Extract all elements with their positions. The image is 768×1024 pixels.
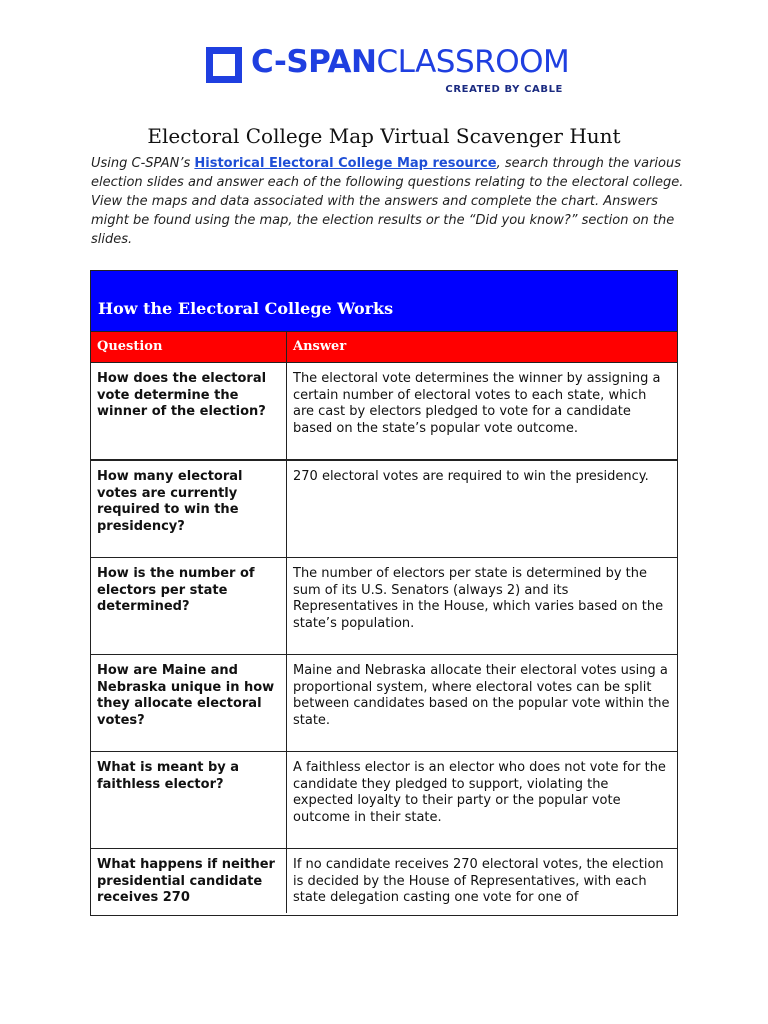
question-cell: How does the electoral vote determine the winner of the election? [91, 363, 287, 459]
answer-cell: Maine and Nebraska allocate their electoral votes using a proportional system, where electoral votes can be split between candidates based on the popular vote within the state. [293, 663, 670, 728]
logo-word-light: CLASSROOM [376, 44, 570, 80]
column-header-question: Question [91, 332, 287, 362]
intro-text-before: Using C-SPAN’s [91, 156, 195, 171]
logo-word-bold: C-SPAN [251, 44, 377, 80]
logo-tagline: CREATED BY CABLE [445, 84, 563, 95]
table-heading: How the Electoral College Works [91, 271, 677, 332]
question-cell: How are Maine and Nebraska unique in how they allocate electoral votes? [91, 655, 287, 751]
question-cell: What happens if neither presidential candidate receives 270 [91, 849, 287, 913]
electoral-map-resource-link[interactable]: Historical Electoral College Map resource [194, 156, 497, 171]
cspan-classroom-logo [206, 44, 570, 100]
answer-cell: A faithless elector is an elector who does not vote for the candidate they pledged to support, violating the expected loyalty to their party or the popular vote outcome in their state. [293, 760, 666, 825]
table-row [91, 461, 677, 558]
intro-text-after: , search through the various election slides and answer each of the following questions relating to the electoral college. View the maps and data associated with the answers and complete the chart. Answers might be found using the map, the election results or the “Did you know?” section on the slides. [91, 156, 684, 247]
answer-cell: The number of electors per state is determined by the sum of its U.S. Senators (always 2) and its Representatives in the House, which varies based on the state’s population. [293, 566, 664, 631]
answer-cell: The electoral vote determines the winner by assigning a certain number of electoral votes to each state, which are cast by electors pledged to vote for a candidate based on the state’s popular vote outcome. [293, 371, 661, 436]
cspan-square-icon [206, 47, 242, 83]
table-column-headers [91, 332, 677, 363]
question-cell: What is meant by a faithless elector? [91, 752, 287, 848]
table-row [91, 655, 677, 752]
logo-wordmark [251, 42, 569, 82]
page-title: Electoral College Map Virtual Scavenger Hunt [147, 124, 621, 148]
answer-cell: If no candidate receives 270 electoral votes, the election is decided by the House of Representatives, with each state delegation casting one vote for one of [293, 857, 664, 905]
electoral-college-table [90, 270, 678, 916]
question-cell: How many electoral votes are currently required to win the presidency? [91, 461, 287, 557]
table-row [91, 363, 677, 461]
table-row [91, 849, 677, 913]
table-row [91, 752, 677, 849]
column-header-answer: Answer [293, 339, 347, 354]
answer-cell: 270 electoral votes are required to win the presidency. [293, 469, 649, 484]
question-cell: How is the number of electors per state determined? [91, 558, 287, 654]
intro-paragraph [91, 154, 691, 249]
table-row [91, 558, 677, 655]
